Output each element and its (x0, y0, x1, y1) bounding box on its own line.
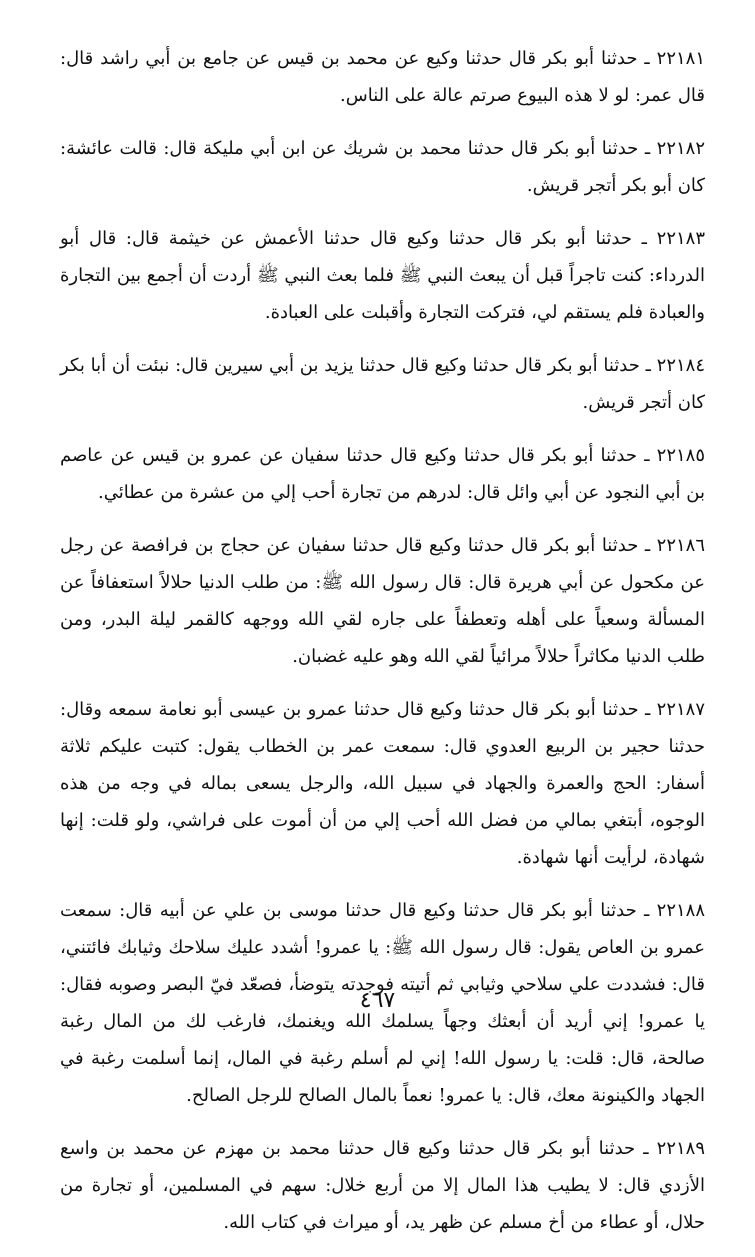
hadith-entry-22189: ٢٢١٨٩ ـ حدثنا أبو بكر قال حدثنا وكيع قال حدثنا محمد بن مهزم عن محمد بن واسع الأزدي قال: لا يطيب هذا المال إلا من أربع خلال: سهم في المسلمين، أو تجارة من حلال، أو عطاء من أخ مسلم عن ظهر يد، أو ميراث في كتاب الله. (60, 1138, 705, 1233)
hadith-entry-22187: ٢٢١٨٧ ـ حدثنا أبو بكر قال حدثنا وكيع قال حدثنا عمرو بن عيسى أبو نعامة سمعه وقال: حدثنا حجير بن الربيع العدوي قال: سمعت عمر بن الخطاب يقول: كتبت عليكم ثلاثة أسفار: الحج والعمرة والجهاد في سبيل الله، والرجل يسعى بماله في وجه من هذه الوجوه، أبتغي بمالي من فضل الله أحب إلي من أن أموت على فراشي، ولو قلت: إنها شهادة، لرأيت أنها شهادة. (60, 699, 705, 868)
page-number: ٤٦٧ (359, 988, 396, 1013)
hadith-entry-22186: ٢٢١٨٦ ـ حدثنا أبو بكر قال حدثنا وكيع قال حدثنا سفيان عن حجاج بن فرافصة عن رجل عن مكحول عن أبي هريرة قال: قال رسول الله ﷺ: من طلب الدنيا حلالاً استعفافاً عن المسألة وسعياً على أهله وتعطفاً على جاره لقي الله ووجهه كالقمر ليلة البدر، ومن طلب الدنيا مكاثراً حلالاً مرائياً لقي الله وهو عليه غضبان. (60, 535, 705, 667)
hadith-entry-22182: ٢٢١٨٢ ـ حدثنا أبو بكر قال حدثنا محمد بن شريك عن ابن أبي مليكة قال: قالت عائشة: كان أبو بكر أتجر قريش. (60, 138, 705, 196)
hadith-entry-22185: ٢٢١٨٥ ـ حدثنا أبو بكر قال حدثنا وكيع قال حدثنا سفيان عن عمرو بن قيس عن عاصم بن أبي النجود عن أبي وائل قال: لدرهم من تجارة أحب إلي من عشرة من عطائي. (60, 445, 705, 503)
hadith-entry-22188: ٢٢١٨٨ ـ حدثنا أبو بكر قال حدثنا وكيع قال حدثنا موسى بن علي عن أبيه قال: سمعت عمرو بن العاص يقول: قال رسول الله ﷺ: يا عمرو! أشدد عليك سلاحك وثيابك فائتني، قال: فشددت علي سلاحي وثيابي ثم أتيته فوجدته يتوضأ، فصعّد فيّ البصر وصوبه فقال: يا عمرو! إني أريد أن أبعثك وجهاً يسلمك الله ويغنمك، فارغب لك من المال رغبة صالحة، قال: قلت: يا رسول الله! إني لم أسلم رغبة في المال، إنما أسلمت رغبة في الجهاد والكينونة معك، قال: يا عمرو! نعماً بالمال الصالح للرجل الصالح. (60, 900, 705, 1106)
hadith-entry-22183: ٢٢١٨٣ ـ حدثنا أبو بكر قال حدثنا وكيع قال حدثنا الأعمش عن خيثمة قال: قال أبو الدرداء: كنت تاجراً قبل أن يبعث النبي ﷺ فلما بعث النبي ﷺ أردت أن أجمع بين التجارة والعبادة فلم يستقم لي، فتركت التجارة وأقبلت على العبادة. (60, 228, 705, 323)
hadith-entry-22184: ٢٢١٨٤ ـ حدثنا أبو بكر قال حدثنا وكيع قال حدثنا يزيد بن أبي سيرين قال: نبئت أن أبا بكر كان أتجر قريش. (60, 355, 705, 413)
page-body (60, 40, 705, 1257)
hadith-entry-22181: ٢٢١٨١ ـ حدثنا أبو بكر قال حدثنا وكيع عن محمد بن قيس عن جامع بن أبي راشد قال: قال عمر: لو لا هذه البيوع صرتم عالة على الناس. (60, 48, 705, 106)
